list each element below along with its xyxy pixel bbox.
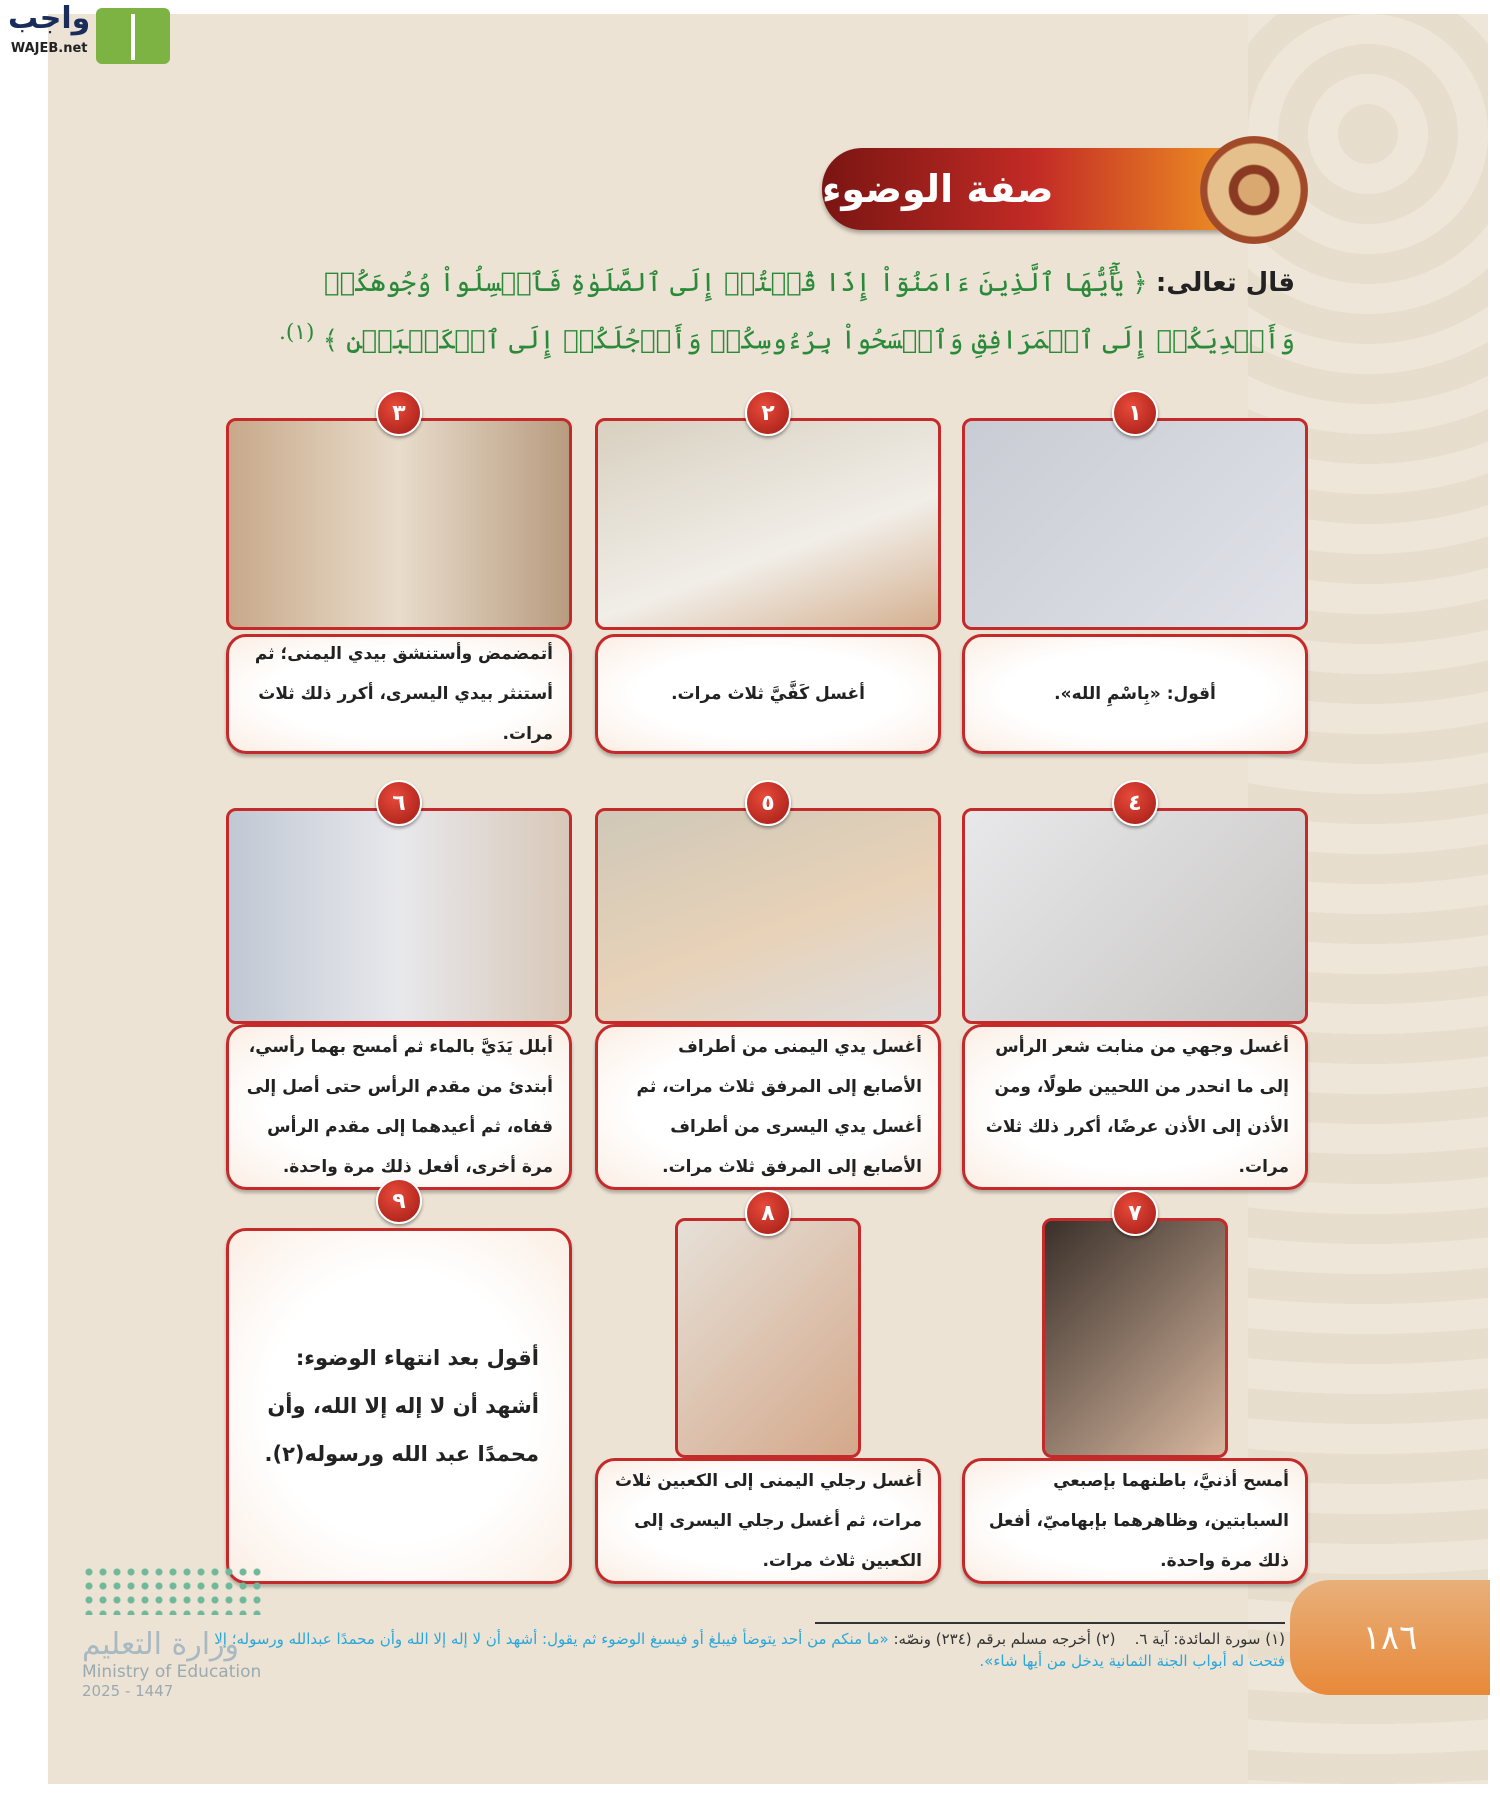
verse-text: ﴿ يَٰٓأَيُّهَا ٱلَّذِينَ ءَامَنُوٓاْ إِذَا قُمۡتُمۡ إِلَى ٱلصَّلَوٰةِ فَٱغۡسِلُواْ وُجُوهَكُمۡ وَأَيۡدِيَكُمۡ إِلَى ٱلۡمَرَافِقِ وَٱمۡسَحُواْ بِرُءُوسِكُمۡ وَأَرۡجُلَكُمۡ إِلَى ٱلۡكَعۡبَيۡنِ ﴾ xyxy=(322,268,1295,356)
ministry-ar: وزارة التعليم xyxy=(82,1627,240,1662)
ministry-dots-icon xyxy=(82,1565,262,1615)
lesson-title: صفة الوضوء xyxy=(822,167,1054,211)
footnote-2: (٢) أخرجه مسلم برقم (٢٣٤) ونصّه: xyxy=(893,1630,1116,1648)
rosette-ornament-icon xyxy=(1200,136,1308,244)
step-text: أغسل يدي اليمنى من أطراف الأصابع إلى المرفق ثلاث مرات، ثم أغسل يدي اليسرى من أطراف الأصابع إلى المرفق ثلاث مرات. xyxy=(636,1037,922,1177)
ministry-en: Ministry of Education xyxy=(82,1662,262,1682)
step-photo xyxy=(595,418,941,630)
lesson-title-banner xyxy=(822,148,1252,230)
step-photo xyxy=(962,418,1308,630)
step-number-badge: ٩ xyxy=(376,1178,422,1224)
step-number-badge: ٧ xyxy=(1112,1190,1158,1236)
ministry-logo xyxy=(82,1565,262,1700)
page-number: ١٨٦ xyxy=(1290,1580,1490,1695)
step-number-badge: ١ xyxy=(1112,390,1158,436)
step-text: أقول بعد انتهاء الوضوء: أشهد أن لا إله إلا الله، وأن محمدًا عبد الله ورسوله(٢). xyxy=(264,1346,539,1466)
step-text: أبلل يَدَيَّ بالماء ثم أمسح بهما رأسي، أبتدئ من مقدم الرأس حتى أصل إلى قفاه، ثم أعيدهما إلى مقدم الرأس مرة أخرى، أفعل ذلك مرة واحدة. xyxy=(246,1037,553,1177)
footnote-1: (١) سورة المائدة: آية ٦. xyxy=(1134,1630,1285,1648)
step-photo xyxy=(675,1218,861,1458)
step-number-badge: ٣ xyxy=(376,390,422,436)
step-text: أغسل كَفَّيَّ ثلاث مرات. xyxy=(671,684,865,704)
step-photo xyxy=(1042,1218,1228,1458)
verse-ref: (١). xyxy=(278,320,315,345)
step-number-badge: ٨ xyxy=(745,1190,791,1236)
footnote-2-quote: «ما منكم من أحد يتوضأ فيبلغ أو فيسبغ الوضوء ثم يقول: أشهد أن لا إله إلا الله وأن محمدًا عبدالله ورسوله؛ إلا فتحت له أبواب الجنة الثمانية يدخل من أيها شاء». xyxy=(214,1630,1285,1670)
book-icon xyxy=(96,8,170,64)
step-text: أغسل رجلي اليمنى إلى الكعبين ثلاث مرات، ثم أغسل رجلي اليسرى إلى الكعبين ثلاث مرات. xyxy=(614,1471,922,1571)
verse-intro: قال تعالى: xyxy=(1155,268,1295,298)
step-caption xyxy=(226,634,572,754)
footnotes xyxy=(210,1628,1285,1672)
step-photo xyxy=(595,808,941,1024)
step-caption xyxy=(962,1024,1308,1190)
step-text: أغسل وجهي من منابت شعر الرأس إلى ما انحدر من اللحيين طولًا، ومن الأذن إلى الأذن عرضًا، أكرر ذلك ثلاث مرات. xyxy=(985,1037,1289,1177)
step-number-badge: ٤ xyxy=(1112,780,1158,826)
step-caption xyxy=(962,634,1308,754)
wajeb-logo xyxy=(8,1,170,64)
step-caption xyxy=(226,1228,572,1584)
footnote-divider xyxy=(815,1622,1285,1624)
step-number-badge: ٦ xyxy=(376,780,422,826)
logo-ar: واجب xyxy=(8,1,91,36)
step-caption xyxy=(595,634,941,754)
step-caption xyxy=(962,1458,1308,1584)
step-photo xyxy=(962,808,1308,1024)
step-text: أقول: «بِاسْمِ الله». xyxy=(1054,684,1216,704)
ministry-year: 2025 - 1447 xyxy=(82,1682,174,1700)
step-caption xyxy=(595,1458,941,1584)
step-caption xyxy=(226,1024,572,1190)
logo-en: WAJEB.net xyxy=(10,41,88,56)
step-text: أتمضمض وأستنشق بيدي اليمنى؛ ثم أستنثر بيدي اليسرى، أكرر ذلك ثلاث مرات. xyxy=(254,644,553,744)
step-number-badge: ٢ xyxy=(745,390,791,436)
quran-verse xyxy=(220,258,1295,366)
step-number-badge: ٥ xyxy=(745,780,791,826)
step-photo xyxy=(226,418,572,630)
step-caption xyxy=(595,1024,941,1190)
step-photo xyxy=(226,808,572,1024)
step-text: أمسح أذنيَّ، باطنهما بإصبعي السبابتين، وظاهرهما بإبهاميّ، أفعل ذلك مرة واحدة. xyxy=(988,1471,1289,1571)
